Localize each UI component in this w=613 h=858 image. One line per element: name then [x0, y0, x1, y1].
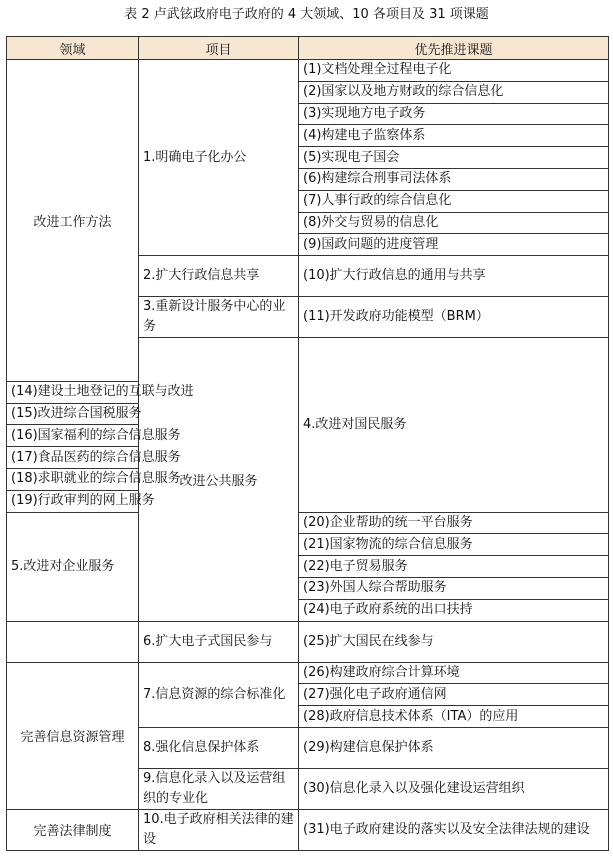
projects-table — [6, 36, 609, 851]
topic-cell: (6)构建综合刑事司法体系 — [299, 168, 609, 190]
topic-cell: (10)扩大行政信息的通用与共享 — [299, 256, 609, 297]
table-row — [7, 512, 609, 534]
topic-cell: (21)国家物流的综合信息服务 — [299, 534, 609, 556]
project-cell: 3.重新设计服务中心的业务 — [139, 297, 299, 338]
topic-cell: (8)外交与贸易的信息化 — [299, 212, 609, 234]
topic-cell: (24)电子政府系统的出口扶持 — [299, 599, 609, 621]
topic-cell: (29)构建信息保护体系 — [299, 727, 609, 768]
domain-cell: 改进工作方法 — [7, 60, 139, 382]
topic-cell: (1)文档处理全过程电子化 — [299, 60, 609, 82]
project-cell: 10.电子政府相关法律的建设 — [139, 809, 299, 850]
topic-cell: (15)改进综合国税服务 — [7, 403, 139, 425]
topic-cell: (26)构建政府综合计算环境 — [299, 662, 609, 684]
project-cell: 2.扩大行政信息共享 — [139, 256, 299, 297]
header-project: 项目 — [139, 37, 299, 60]
project-cell: 9.信息化录入以及运营组织的专业化 — [139, 768, 299, 809]
table-header-row — [7, 37, 609, 60]
topic-cell: (25)扩大国民在线参与 — [299, 621, 609, 662]
topic-cell: (18)求职就业的综合信息服务 — [7, 468, 139, 490]
domain-cell: 完善信息资源管理 — [7, 662, 139, 809]
project-cell: 7.信息资源的综合标准化 — [139, 662, 299, 727]
topic-cell: (5)实现电子国会 — [299, 147, 609, 169]
header-domain: 领域 — [7, 37, 139, 60]
project-cell: 5.改进对企业服务 — [7, 512, 139, 621]
domain-cell — [7, 621, 139, 662]
topic-cell: (2)国家以及地方财政的综合信息化 — [299, 81, 609, 103]
topic-cell: (4)构建电子监察体系 — [299, 125, 609, 147]
topic-cell: (31)电子政府建设的落实以及安全法律法规的建设 — [299, 809, 609, 850]
header-topic: 优先推进课题 — [299, 37, 609, 60]
project-cell: 6.扩大电子式国民参与 — [139, 621, 299, 662]
topic-cell: (30)信息化录入以及强化建设运营组织 — [299, 768, 609, 809]
table-row — [7, 621, 609, 662]
project-cell: 4.改进对国民服务 — [299, 338, 609, 512]
topic-cell: (22)电子贸易服务 — [299, 556, 609, 578]
table-row — [7, 662, 609, 684]
project-cell: 1.明确电子化办公 — [139, 60, 299, 256]
topic-cell: (3)实现地方电子政务 — [299, 103, 609, 125]
topic-cell: (16)国家福利的综合信息服务 — [7, 425, 139, 447]
topic-cell: (20)企业帮助的统一平台服务 — [299, 512, 609, 534]
topic-cell: (19)行政审判的网上服务 — [7, 490, 139, 512]
table-row — [7, 809, 609, 850]
table-caption: 表 2 卢武铉政府电子政府的 4 大领域、10 各项目及 31 项课题 — [124, 7, 489, 22]
topic-cell: (7)人事行政的综合信息化 — [299, 190, 609, 212]
topic-cell: (11)开发政府功能模型（BRM） — [299, 297, 609, 338]
domain-cell: 改进公共服务 — [139, 338, 299, 621]
project-cell: 8.强化信息保护体系 — [139, 727, 299, 768]
topic-cell: (14)建设土地登记的互联与改进 — [7, 381, 139, 403]
topic-cell: (9)国政问题的进度管理 — [299, 234, 609, 256]
topic-cell: (17)食品医药的综合信息服务 — [7, 447, 139, 469]
topic-cell: (23)外国人综合帮助服务 — [299, 577, 609, 599]
topic-cell: (27)强化电子政府通信网 — [299, 684, 609, 706]
domain-cell: 完善法律制度 — [7, 809, 139, 850]
table-row — [7, 60, 609, 82]
topic-cell: (28)政府信息技术体系（ITA）的应用 — [299, 706, 609, 728]
